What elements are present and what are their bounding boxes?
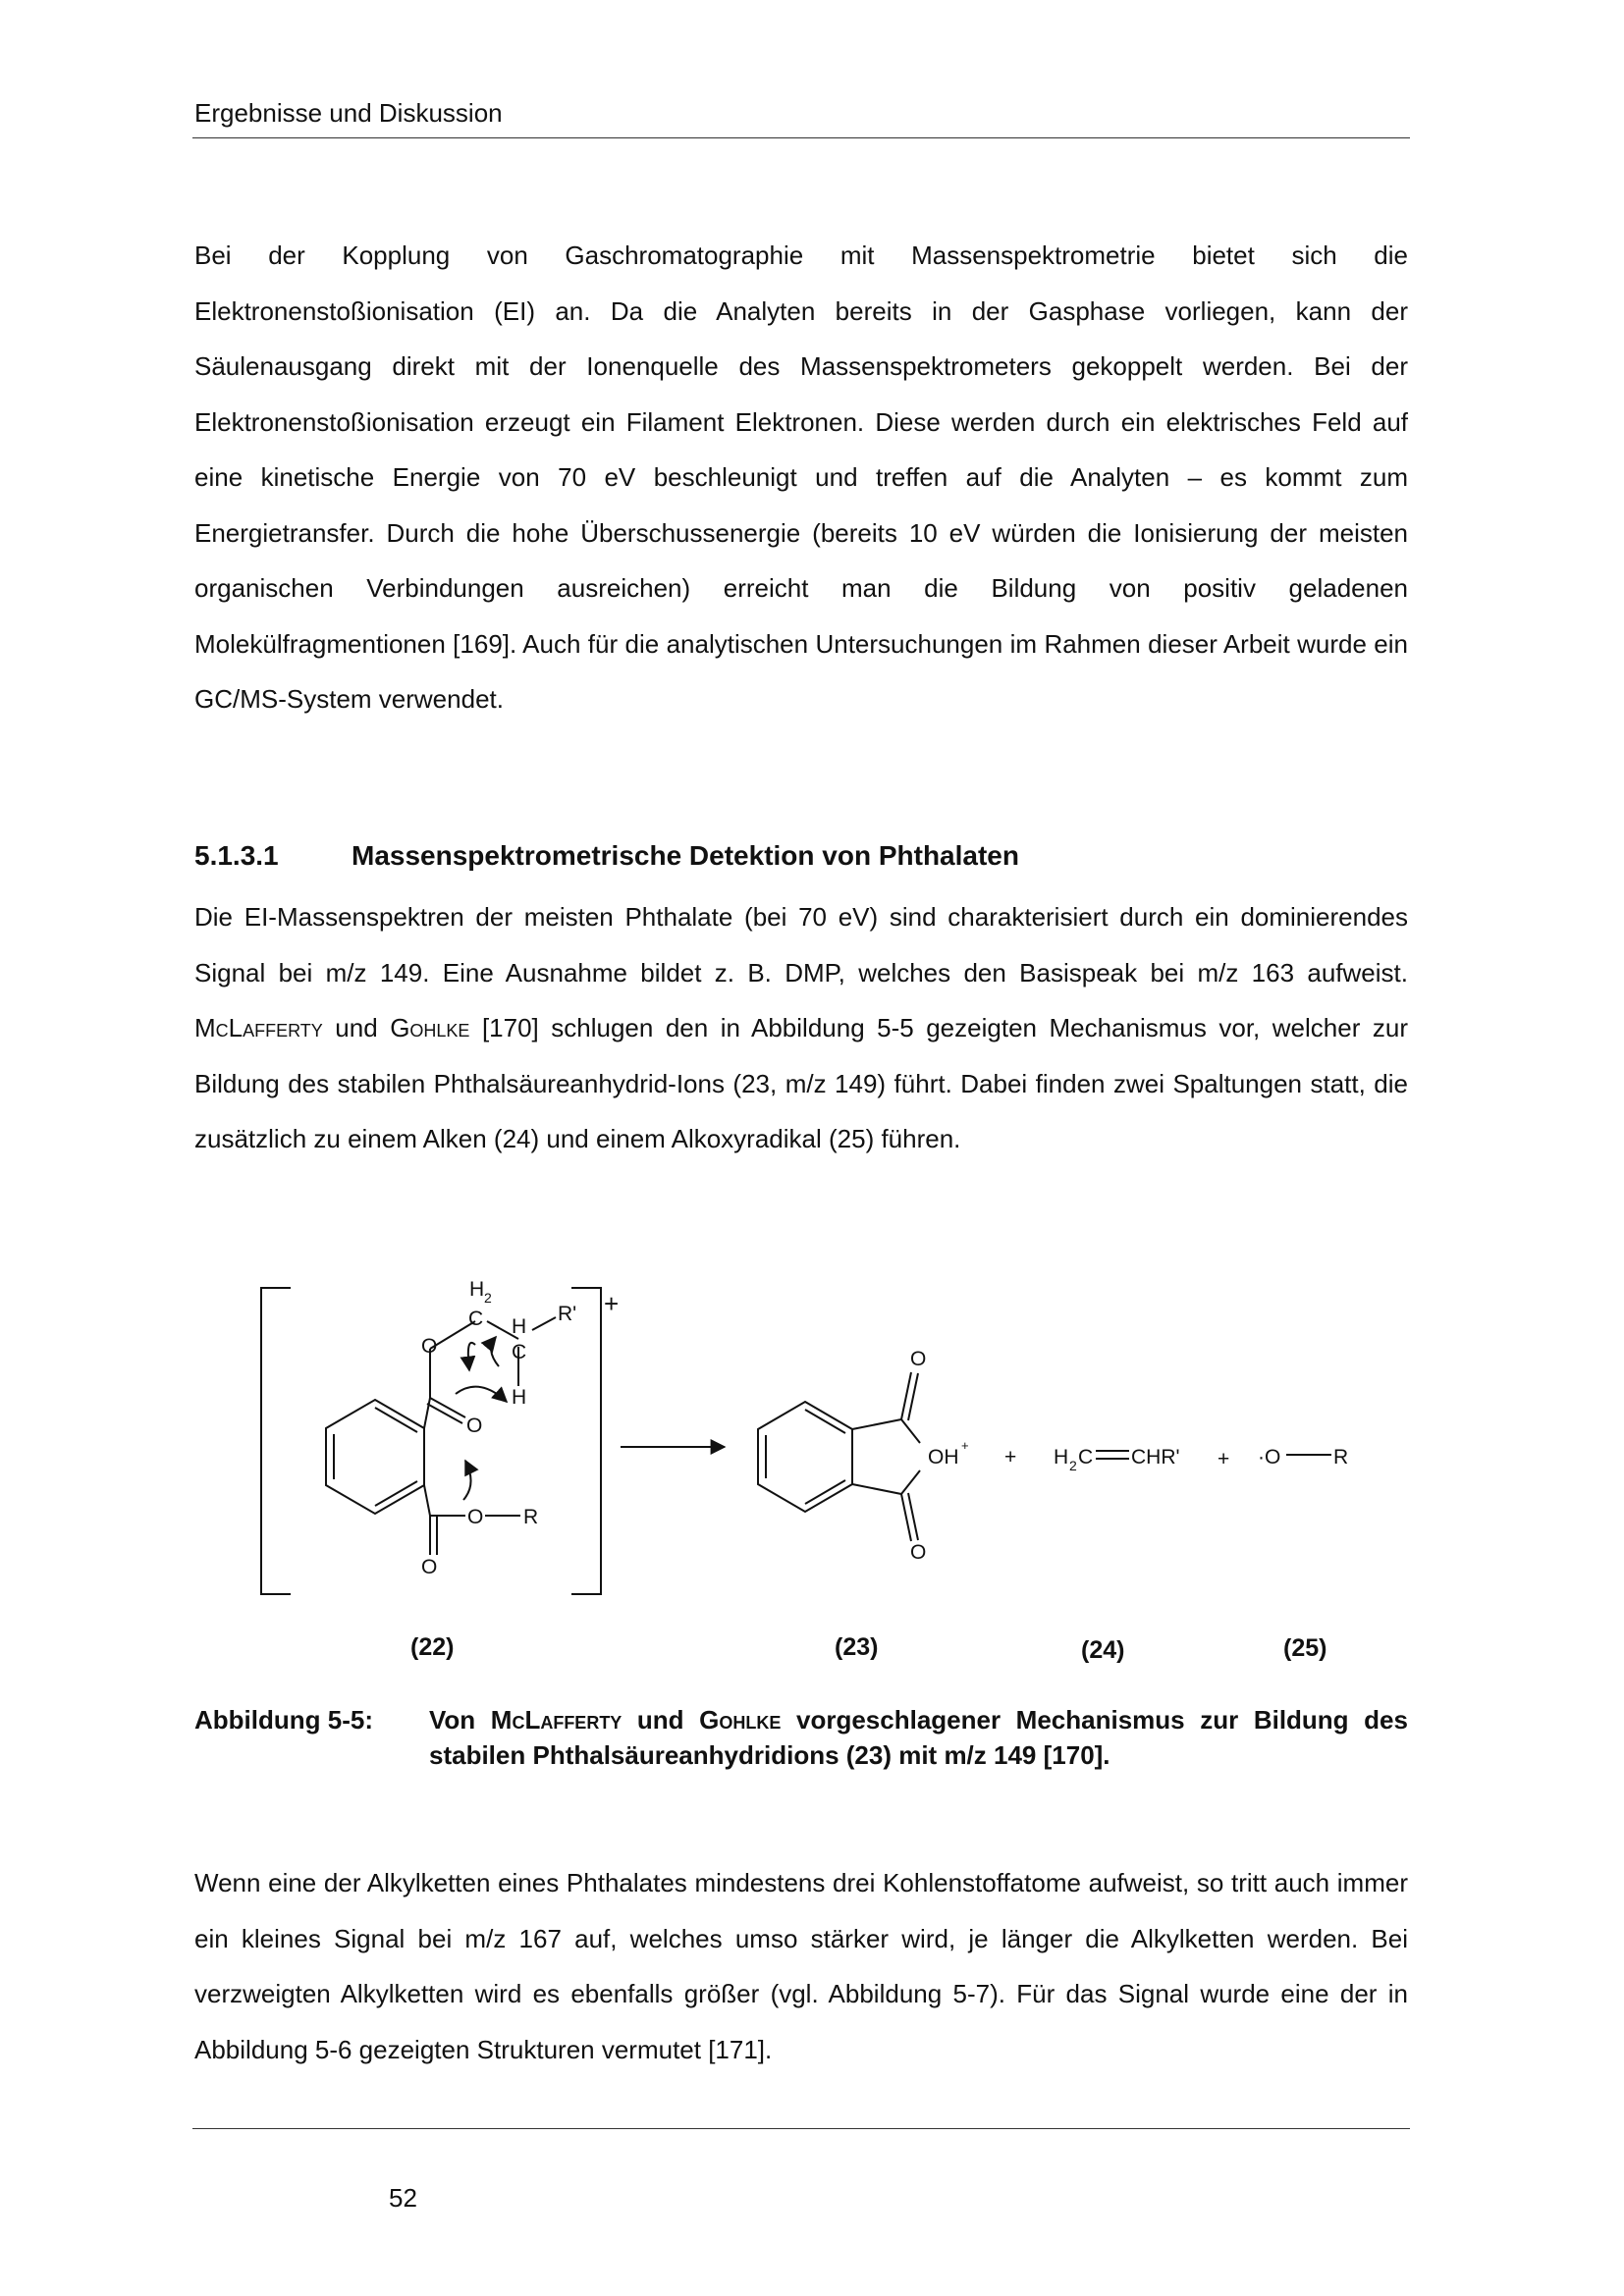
bracket-left (261, 1288, 291, 1594)
atom-subscript: 2 (484, 1290, 492, 1306)
section-title: Massenspektrometrische Detektion von Phthalaten (352, 840, 1019, 871)
compound-22-structure (261, 1288, 601, 1594)
compound-label-22: (22) (410, 1633, 455, 1661)
compound-23-structure (758, 1372, 920, 1541)
page-number: 52 (389, 2183, 417, 2213)
curved-arrow (491, 1337, 499, 1366)
benzene-inner-bonds-23 (766, 1410, 845, 1504)
author-name: Gohlke (699, 1705, 782, 1735)
curved-arrow (463, 1461, 471, 1500)
atom-label: O (421, 1335, 438, 1358)
benzene-inner-bonds-22 (334, 1408, 417, 1506)
caption-fragment: vorgeschlagener Mechanismus zur Bildung des stabilen Phthalsäureanhydridions (23) mit m/z 149 [170]. (429, 1705, 1408, 1770)
atom-label: C (468, 1308, 484, 1330)
author-name: Gohlke (390, 1013, 470, 1042)
caption-label: Abbildung 5-5: (194, 1705, 373, 1735)
atom-label: ·O (1258, 1446, 1281, 1468)
benzene-ring-23 (758, 1402, 852, 1512)
atom-label: OH (928, 1446, 959, 1468)
footer-rule (192, 2128, 1410, 2129)
atom-label: O (421, 1556, 438, 1578)
charge-sign: + (604, 1289, 620, 1318)
paragraph-ei-intro: Bei der Kopplung von Gaschromatographie mit Massenspektrometrie bietet sich die Elektronenstoßionisation (EI) an. Da die Analyten bereits in der Gasphase vorliegen, kann der Säulenausgang direkt mit der Ionenquelle des Massenspektrometers gekoppelt werden. Bei der Elektronenstoßionisation erzeugt ein Filament Elektronen. Diese werden durch ein elektrisches Feld auf eine kinetische Energie von 70 eV beschleunigt und treffen auf die Analyten – es kommt zum Energietransfer. Durch die hohe Überschussenergie (bereits 10 eV würden die Ionisierung der meisten organischen Verbindungen ausreichen) erreicht man die Bildung von positiv geladenen Molekülfragmentionen [169]. Auch für die analytischen Untersuchungen im Rahmen dieser Arbeit wurde ein GC/MS-System verwendet. (194, 240, 1408, 714)
atom-label: H (512, 1386, 527, 1409)
caption-fragment: und (636, 1705, 684, 1735)
author-name: McLafferty (194, 1013, 323, 1042)
plus-sign: + (1218, 1448, 1230, 1470)
atom-label: O (467, 1506, 484, 1528)
bracket-right (571, 1288, 601, 1594)
compound-label-24: (24) (1081, 1636, 1125, 1664)
compound-label-23: (23) (835, 1633, 879, 1661)
section-number: 5.1.3.1 (194, 840, 279, 871)
curved-arrow (468, 1343, 475, 1370)
atom-label: O (910, 1541, 927, 1564)
curved-arrow (456, 1387, 507, 1402)
atom-label: H (469, 1278, 485, 1301)
atom-label: C (512, 1341, 527, 1363)
paragraph-m167-signal: Wenn eine der Alkylketten eines Phthalates mindestens drei Kohlenstoffatome aufweist, so tritt auch immer ein kleines Signal bei m/z 167 auf, welches umso stärker wird, je länger die Alkylketten werden. Bei verzweigten Alkylketten wird es ebenfalls größer (vgl. Abbildung 5-7). Für das Signal wurde eine der in Abbildung 5-6 gezeigten Strukturen vermutet [171]. (194, 1868, 1408, 2064)
atom-label: CHR' (1131, 1446, 1180, 1468)
compound-label-25: (25) (1283, 1634, 1327, 1662)
author-name: McLafferty (490, 1705, 623, 1735)
paragraph-text: [170] schlugen den in Abbildung 5-5 gezeigten Mechanismus vor, welcher zur Bildung des stabilen Phthalsäureanhydrid-Ions (23, m/z 149) führt. Dabei finden zwei Spaltungen statt, die zusätzlich zu einem Alken (24) und einem Alkoxyradikal (25) führen. (194, 1013, 1408, 1153)
plus-sign: + (1004, 1446, 1017, 1468)
atom-label: C (1078, 1446, 1094, 1468)
paragraph-text: Die EI-Massenspektren der meisten Phthalate (bei 70 eV) sind charakterisiert durch ein dominierendes Signal bei m/z 149. Eine Ausnahme bildet z. B. DMP, welches den Basispeak bei m/z 163 aufweist. (194, 902, 1408, 988)
double-bond (1096, 1451, 1129, 1459)
atom-label: R' (558, 1303, 577, 1325)
caption-fragment: Von (429, 1705, 476, 1735)
atom-label: O (466, 1415, 483, 1437)
paragraph-text: und (335, 1013, 378, 1042)
atom-label: H (512, 1315, 527, 1338)
running-header: Ergebnisse und Diskussion (194, 98, 503, 128)
benzene-ring-22 (326, 1400, 424, 1514)
atom-label: O (910, 1348, 927, 1370)
atom-label: R (1333, 1446, 1349, 1468)
caption-text (429, 1702, 1408, 1773)
atom-subscript: 2 (1069, 1458, 1077, 1473)
atom-charge: + (961, 1438, 969, 1453)
atom-label: R (523, 1506, 539, 1528)
atom-label: H (1054, 1446, 1069, 1468)
